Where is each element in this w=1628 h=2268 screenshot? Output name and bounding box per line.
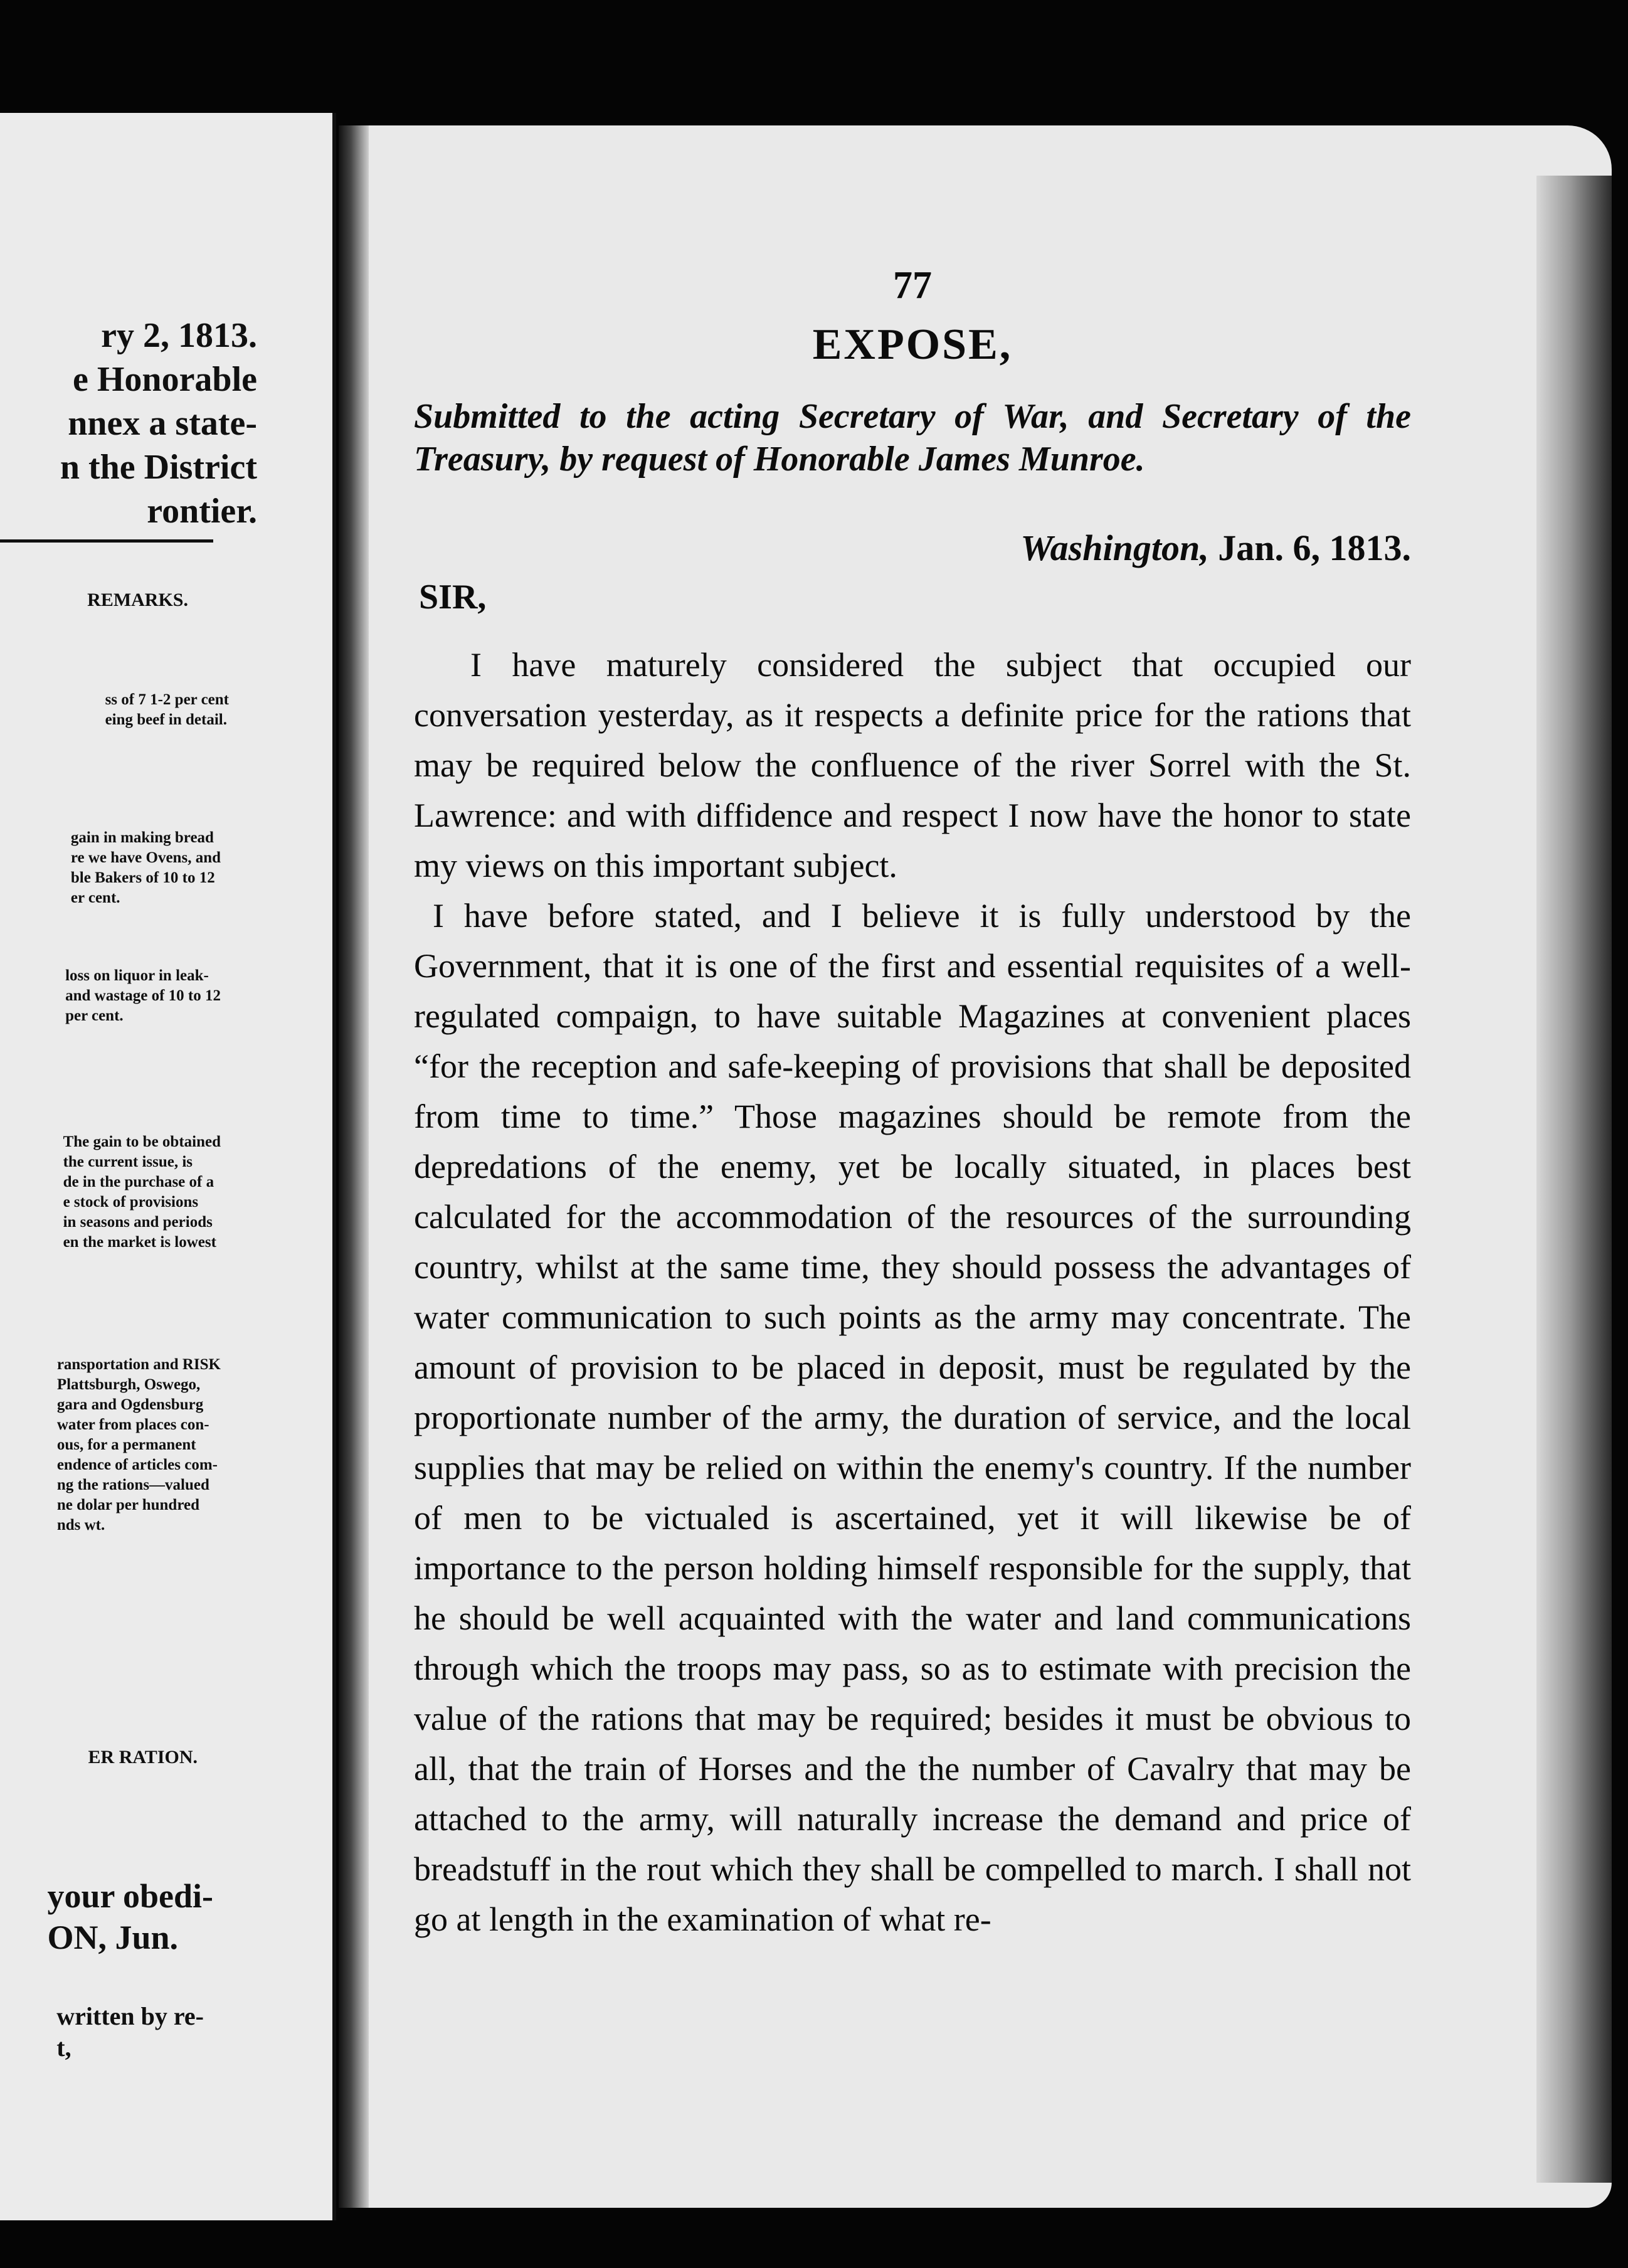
page-gutter-shadow bbox=[339, 125, 369, 2208]
body-text bbox=[414, 640, 1411, 1944]
salutation: SIR, bbox=[419, 578, 487, 617]
left-note-line: en the market is lowest bbox=[63, 1234, 216, 1251]
left-note-line: gain in making bread bbox=[70, 829, 214, 846]
left-heading-line: n the District bbox=[60, 448, 257, 487]
left-note-line: er cent. bbox=[70, 889, 120, 906]
left-heading-line: ry 2, 1813. bbox=[101, 316, 257, 355]
page-edge-shadow bbox=[1536, 176, 1612, 2183]
left-footnote-line: t, bbox=[56, 2033, 71, 2062]
left-note-line: the current issue, is bbox=[63, 1153, 193, 1170]
left-heading-line: nnex a state- bbox=[68, 404, 257, 443]
left-note-line: water from places con- bbox=[56, 1416, 209, 1433]
remarks-label: REMARKS. bbox=[87, 590, 188, 610]
left-note-line: per cent. bbox=[65, 1007, 124, 1024]
left-note-line: ble Bakers of 10 to 12 bbox=[70, 869, 215, 886]
left-rule bbox=[0, 539, 213, 543]
left-note-line: gara and Ogdensburg bbox=[56, 1396, 204, 1413]
left-note-line: and wastage of 10 to 12 bbox=[65, 987, 221, 1004]
left-closing-line: ON, Jun. bbox=[47, 1919, 179, 1956]
paragraph: I have before stated, and I believe it is fully understood by the Government, that it is one of the first and essential requisites of a well-regulated compaign, to have suitable Magazines at convenient places “for the reception and safe-keeping of provisions that shall be deposited from time to time.” Those magazines should be remote from the depredations of the enemy, yet be locally situated, in places best calculated for the accommodation of the resources of the surrounding country, whilst at the same time, they should possess the advantages of water communication to such points as the army may concentrate. The amount of provision to be placed in deposit, must be regulated by the proportionate number of the army, the duration of service, and the local supplies that may be relied on within the enemy's country. If the number of men to be victualed is ascertained, yet it will likewise be of importance to the person holding himself responsible for the supply, that he should be well acquainted with the water and land communications through which the troops may pass, so as to estimate with precision the value of the rations that may be required; besides it must be obvious to all, that the train of Horses and the the number of Cavalry that may be attached to the army, will naturally increase the demand and price of breadstuff in the rout which they shall be compelled to march. I shall not go at length in the examination of what re- bbox=[414, 897, 1411, 1938]
left-footnote bbox=[56, 2001, 204, 2064]
page-number: 77 bbox=[893, 264, 932, 307]
dateline-place: Washington, bbox=[1020, 527, 1209, 568]
dateline-date: Jan. 6, 1813. bbox=[1218, 527, 1411, 568]
left-note-line: ss of 7 1-2 per cent bbox=[105, 691, 229, 708]
left-note bbox=[71, 828, 221, 908]
left-note-line: ng the rations—valued bbox=[56, 1476, 209, 1493]
left-closing bbox=[47, 1875, 213, 1958]
left-note-line: e stock of provisions bbox=[63, 1194, 199, 1211]
left-footnote-line: written by re- bbox=[56, 2002, 204, 2030]
left-page bbox=[0, 113, 336, 2220]
left-note-line: The gain to be obtained bbox=[63, 1133, 221, 1150]
left-note bbox=[105, 690, 229, 730]
paragraph: I have maturely considered the subject that occupied our conversation yesterday, as it respects a definite price for the rations that may be required below the confluence of the river Sorrel with the St. Lawrence: and with diffidence and respect I now have the honor to state my views on this important subject. bbox=[414, 646, 1411, 884]
page-subtitle: Submitted to the acting Secretary of War, and Secretary of the Treasury, by request of Honorable James Munroe. bbox=[414, 397, 1411, 479]
left-note-line: re we have Ovens, and bbox=[70, 849, 221, 866]
left-note-line: ne dolar per hundred bbox=[56, 1497, 199, 1513]
left-note-line: loss on liquor in leak- bbox=[65, 967, 209, 984]
left-note-line: de in the purchase of a bbox=[63, 1174, 214, 1190]
left-note bbox=[65, 966, 221, 1026]
left-note-line: in seasons and periods bbox=[63, 1214, 213, 1231]
left-heading bbox=[60, 314, 257, 533]
left-note-line: eing beef in detail. bbox=[105, 711, 227, 728]
page-title: EXPOSE, bbox=[812, 321, 1013, 369]
dateline bbox=[1020, 527, 1411, 569]
left-closing-line: your obedi- bbox=[47, 1877, 213, 1915]
left-note-line: Plattsburgh, Oswego, bbox=[56, 1376, 201, 1393]
left-note-line: ransportation and RISK bbox=[56, 1356, 221, 1373]
left-note bbox=[63, 1132, 221, 1253]
left-note-line: endence of articles com- bbox=[56, 1456, 218, 1473]
per-ration-label: ER RATION. bbox=[88, 1747, 198, 1767]
left-note-line: nds wt. bbox=[56, 1517, 105, 1534]
left-note-line: ous, for a permanent bbox=[56, 1436, 196, 1453]
left-note bbox=[57, 1355, 221, 1535]
left-heading-line: rontier. bbox=[147, 492, 257, 531]
left-heading-line: e Honorable bbox=[73, 360, 257, 399]
main-page bbox=[339, 125, 1612, 2208]
